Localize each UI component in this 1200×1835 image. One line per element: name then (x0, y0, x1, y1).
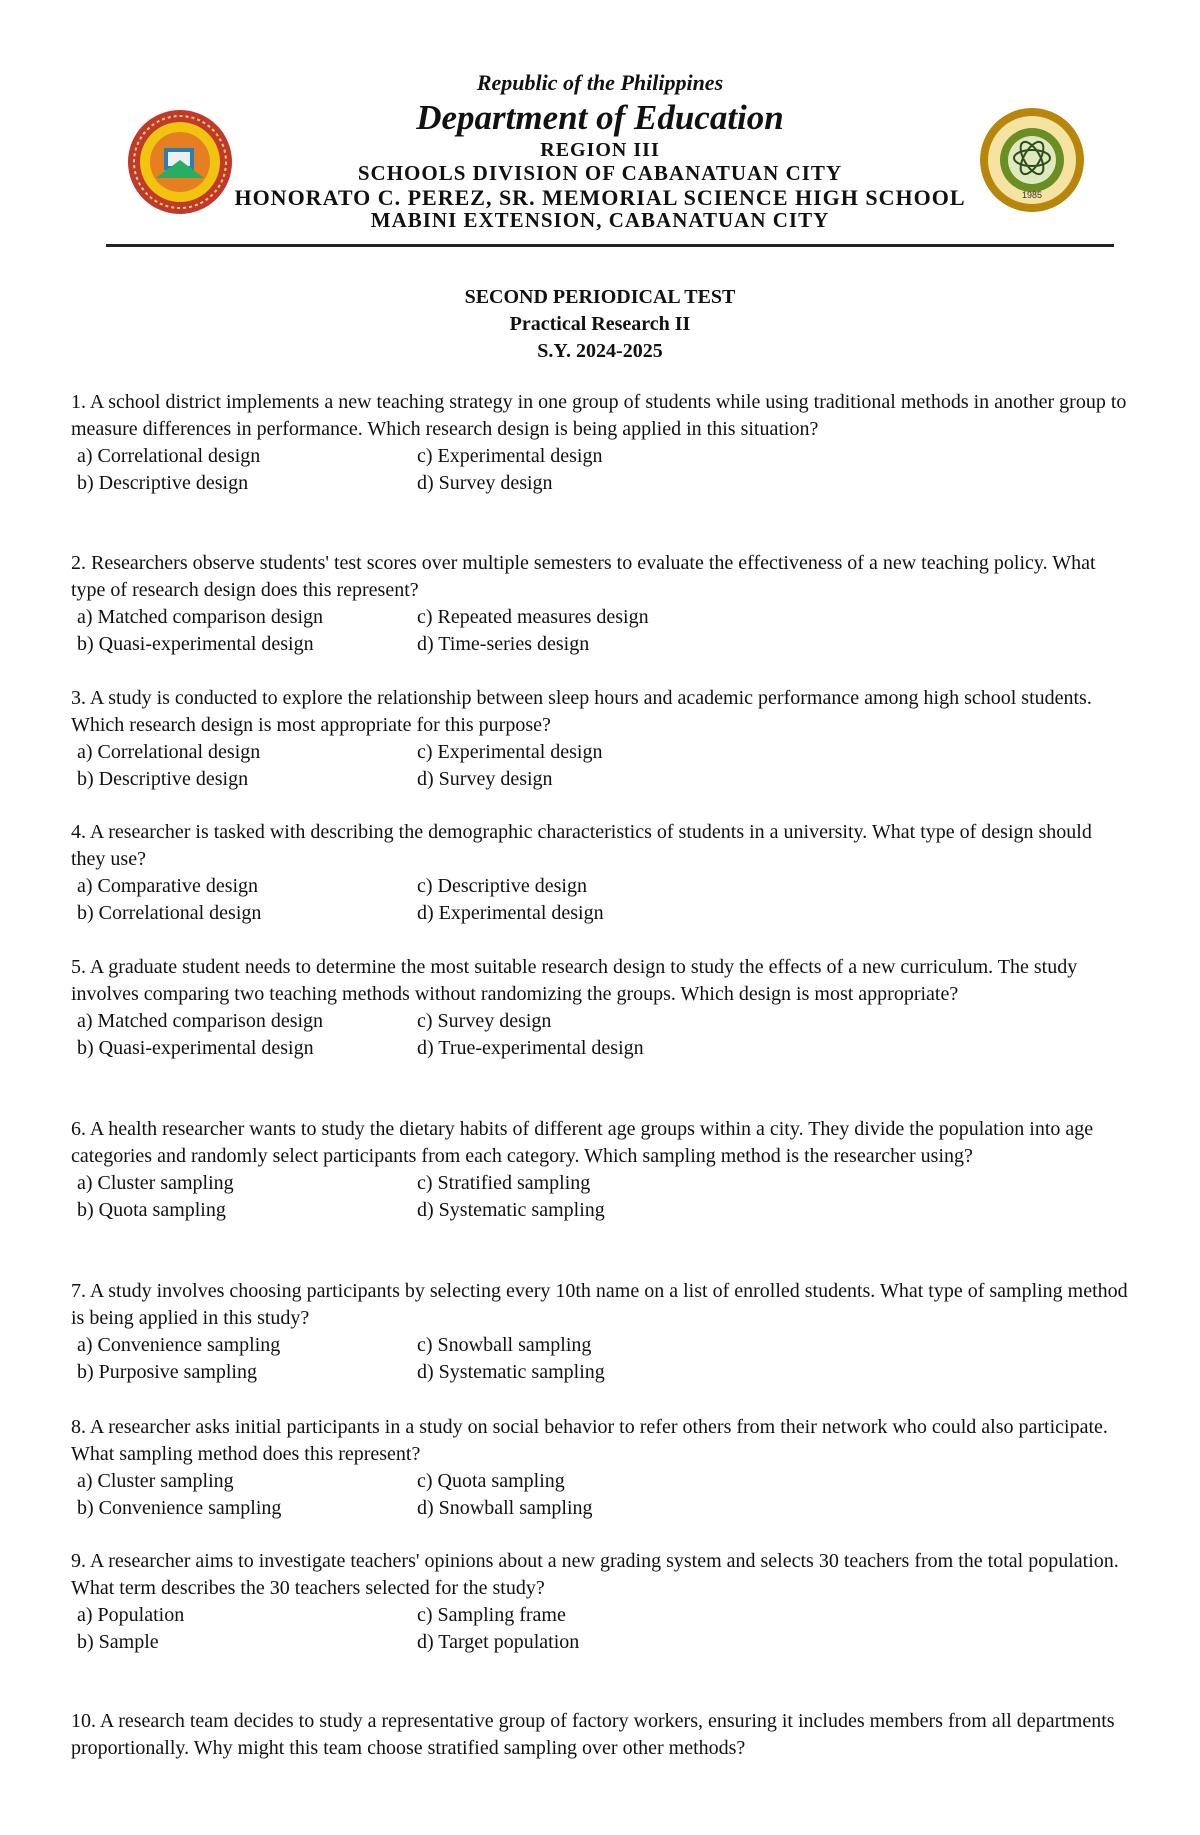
question-stem: 10. A research team decides to study a representative group of factory workers, ensuring it includes members from all departments proportionally. Why might this team choose stratified sampling over other methods? (71, 1710, 1115, 1759)
answer-option: a) Correlational design (77, 741, 261, 763)
answer-option: d) Experimental design (417, 902, 604, 924)
school-line: HONORATO C. PEREZ, SR. MEMORIAL SCIENCE HIGH SCHOOL (234, 185, 966, 210)
division-line: SCHOOLS DIVISION OF CABANATUAN CITY (357, 161, 843, 185)
question-item (71, 550, 1131, 658)
answer-option: b) Sample (77, 1631, 159, 1653)
answer-option: a) Convenience sampling (77, 1334, 281, 1356)
answer-options (77, 1332, 1131, 1386)
answer-options (77, 1468, 1131, 1522)
answer-options (77, 1170, 1131, 1224)
answer-option: c) Sampling frame (417, 1604, 566, 1626)
answer-option: b) Descriptive design (77, 472, 249, 494)
question-item (71, 1708, 1131, 1762)
question-item (71, 1414, 1131, 1522)
question-stem: 9. A researcher aims to investigate teachers' opinions about a new grading system and selects 30 teachers from the total population. What term describes the 30 teachers selected for the study? (71, 1550, 1119, 1599)
header-divider (106, 244, 1114, 247)
answer-option: a) Matched comparison design (77, 606, 324, 628)
answer-option: d) True-experimental design (417, 1037, 644, 1059)
answer-option: a) Cluster sampling (77, 1172, 234, 1194)
answer-option: d) Systematic sampling (417, 1199, 605, 1221)
answer-option: d) Target population (417, 1631, 580, 1653)
answer-option: d) Snowball sampling (417, 1497, 593, 1519)
answer-option: c) Stratified sampling (417, 1172, 591, 1194)
answer-option: a) Correlational design (77, 445, 261, 467)
answer-option: b) Correlational design (77, 902, 262, 924)
answer-option: c) Descriptive design (417, 875, 587, 897)
answer-option: a) Cluster sampling (77, 1470, 234, 1492)
answer-options (77, 1602, 1131, 1656)
answer-option: a) Comparative design (77, 875, 259, 897)
school-seal-logo (978, 106, 1086, 214)
answer-option: d) Systematic sampling (417, 1361, 605, 1383)
answer-option: c) Experimental design (417, 445, 603, 467)
department-line: Department of Education (416, 98, 784, 137)
question-stem: 8. A researcher asks initial participants in a study on social behavior to refer others from their network who could also participate. What sampling method does this represent? (71, 1416, 1108, 1465)
answer-option: b) Quota sampling (77, 1199, 226, 1221)
letterhead (0, 0, 1200, 260)
answer-option: b) Descriptive design (77, 768, 249, 790)
answer-option: a) Population (77, 1604, 185, 1626)
answer-option: d) Time-series design (417, 633, 590, 655)
answer-options (77, 604, 1131, 658)
answer-option: b) Quasi-experimental design (77, 1037, 314, 1059)
seal-year: 1985 (1021, 190, 1043, 200)
question-item (71, 389, 1131, 497)
answer-option: c) Repeated measures design (417, 606, 649, 628)
question-item (71, 1548, 1131, 1656)
answer-option: d) Survey design (417, 768, 553, 790)
answer-option: b) Convenience sampling (77, 1497, 282, 1519)
question-item (71, 1278, 1131, 1386)
answer-option: c) Snowball sampling (417, 1334, 592, 1356)
question-item (71, 954, 1131, 1062)
question-item (71, 685, 1131, 793)
republic-line: Republic of the Philippines (476, 70, 724, 95)
answer-options (77, 873, 1131, 927)
address-line: MABINI EXTENSION, CABANATUAN CITY (370, 208, 830, 232)
answer-option: c) Survey design (417, 1010, 552, 1032)
subject-title: Practical Research II (509, 313, 691, 335)
answer-option: c) Quota sampling (417, 1470, 565, 1492)
answer-options (77, 1008, 1131, 1062)
region-line: REGION III (540, 139, 660, 161)
question-stem: 6. A health researcher wants to study the dietary habits of different age groups within a city. They divide the population into age categories and randomly select participants from each category. Which sampling method is the researcher using? (71, 1118, 1094, 1167)
school-year: S.Y. 2024-2025 (537, 340, 663, 362)
answer-options (77, 443, 1131, 497)
test-title: SECOND PERIODICAL TEST (464, 286, 736, 308)
question-stem: 1. A school district implements a new teaching strategy in one group of students while using traditional methods in another group to measure differences in performance. Which research design is being applied in this situation? (71, 391, 1127, 440)
answer-options (77, 739, 1131, 793)
question-item (71, 1116, 1131, 1224)
answer-option: b) Purposive sampling (77, 1361, 257, 1383)
question-item (71, 819, 1131, 927)
answer-option: c) Experimental design (417, 741, 603, 763)
question-stem: 4. A researcher is tasked with describing the demographic characteristics of students in a university. What type of design should they use? (71, 821, 1092, 870)
question-stem: 2. Researchers observe students' test scores over multiple semesters to evaluate the effectiveness of a new teaching policy. What type of research design does this represent? (71, 552, 1096, 601)
question-stem: 3. A study is conducted to explore the relationship between sleep hours and academic performance among high school students. Which research design is most appropriate for this purpose? (71, 687, 1092, 736)
question-stem: 7. A study involves choosing participants by selecting every 10th name on a list of enrolled students. What type of sampling method is being applied in this study? (71, 1280, 1128, 1329)
answer-option: a) Matched comparison design (77, 1010, 324, 1032)
question-stem: 5. A graduate student needs to determine the most suitable research design to study the effects of a new curriculum. The study involves comparing two teaching methods without randomizing the groups. Which design is most appropriate? (71, 956, 1078, 1005)
answer-option: b) Quasi-experimental design (77, 633, 314, 655)
answer-option: d) Survey design (417, 472, 553, 494)
